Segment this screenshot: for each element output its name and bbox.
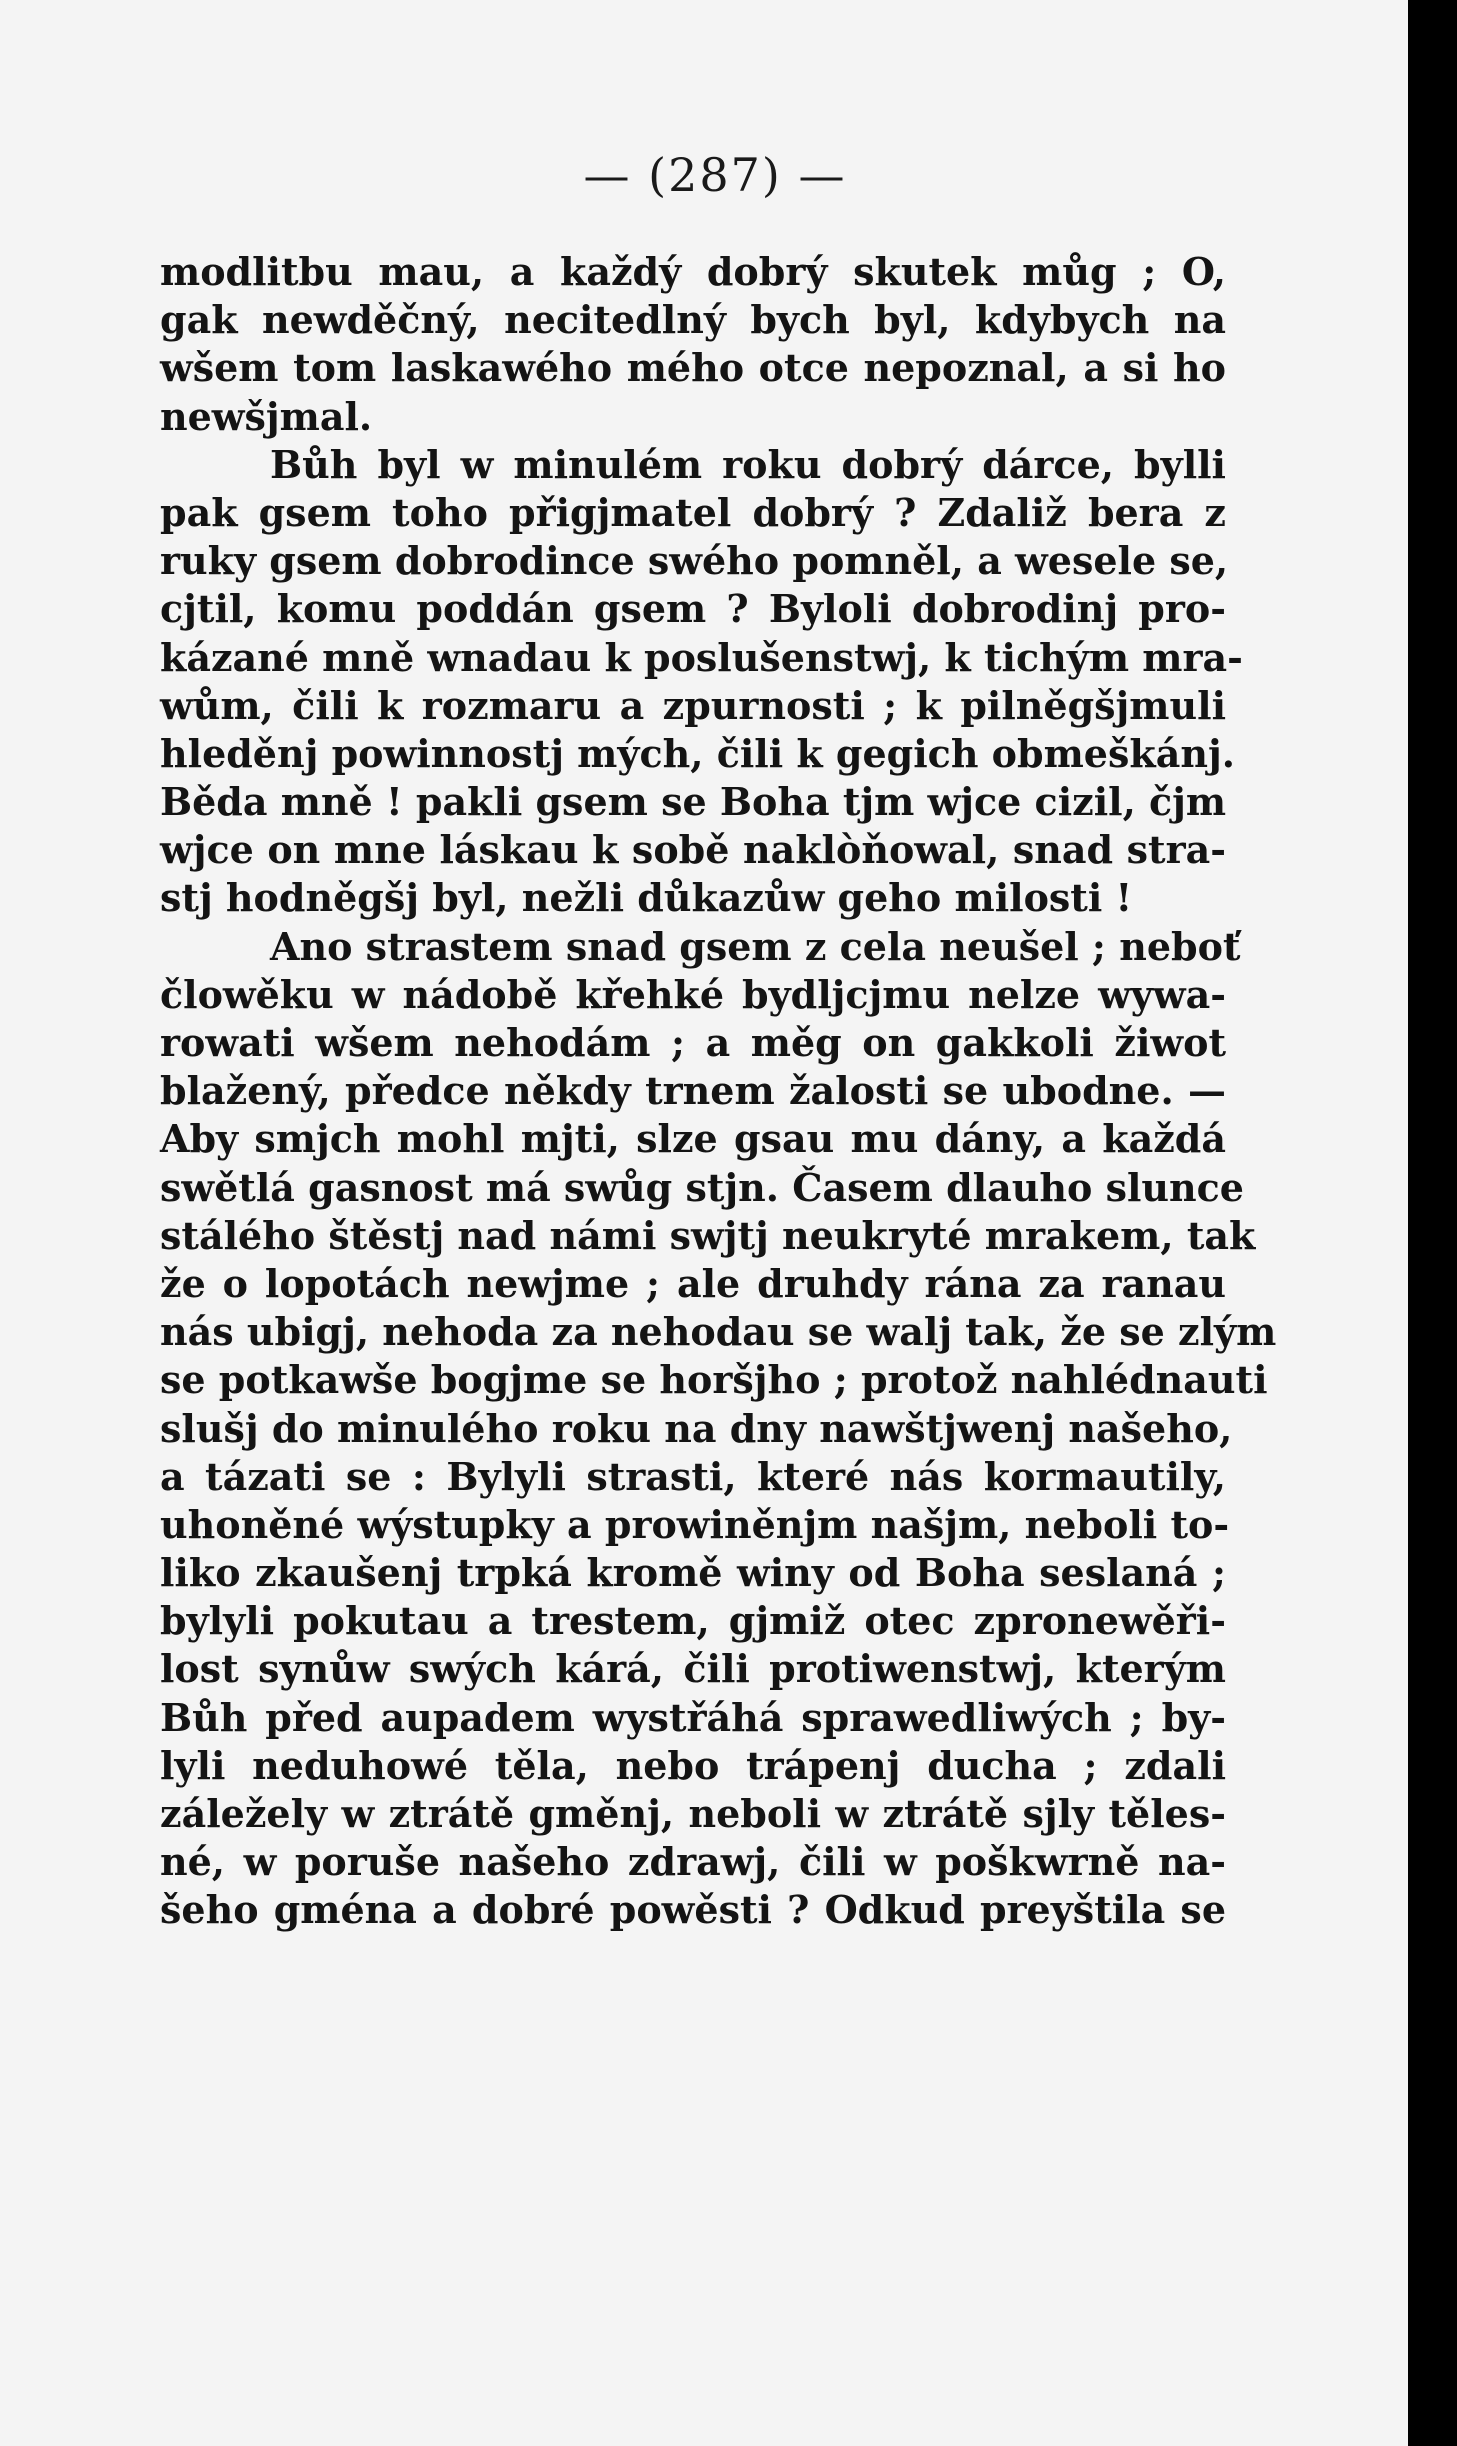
text-line: hleděnj powinnostj mých, čili k gegich obmeškánj.: [160, 730, 1235, 776]
text-line: gak newděčný, necitedlný bych byl, kdybych na: [160, 297, 1226, 343]
text-line: lost synůw swých kárá, čili protiwenstwj, kterým: [160, 1646, 1226, 1692]
text-line: se potkawše bogjme se horšjho ; protož nahlédnauti: [160, 1357, 1268, 1403]
text-line: newšjmal.: [160, 393, 373, 439]
text-line: blažený, předce někdy trnem žalosti se ubodne. —: [160, 1068, 1226, 1114]
text-line: cjtil, komu poddán gsem ? Byloli dobrodinj pro-: [160, 586, 1226, 632]
text-line: wjce on mne láskau k sobě naklòňowal, snad stra-: [160, 827, 1226, 873]
body-text: [160, 248, 1277, 1935]
text-line: kázané mně wnadau k poslušenstwj, k tichým mra-: [160, 634, 1243, 680]
text-line: a tázati se : Bylyli strasti, které nás kormautily,: [160, 1453, 1226, 1499]
text-line: lyli neduhowé těla, nebo trápenj ducha ; zdali: [160, 1742, 1226, 1788]
scan-border: [1408, 0, 1457, 2446]
text-line: bylyli pokutau a trestem, gjmiž otec zpronewěři-: [160, 1598, 1226, 1644]
text-line: člowěku w nádobě křehké bydljcjmu nelze wywa-: [160, 971, 1226, 1017]
text-line: stálého štěstj nad námi swjtj neukryté mrakem, tak: [160, 1212, 1256, 1258]
text-line: swětlá gasnost má swůg stjn. Časem dlauho slunce: [160, 1164, 1244, 1210]
text-line: Bůh před aupadem wystřáhá sprawedliwých ; by-: [160, 1694, 1226, 1740]
text-line: modlitbu mau, a každý dobrý skutek můg ; O,: [160, 249, 1226, 294]
text-line: pak gsem toho přigjmatel dobrý ? Zdaliž bera z: [160, 489, 1226, 535]
text-line: slušj do minulého roku na dny nawštjwenj našeho,: [160, 1405, 1233, 1451]
text-line: rowati wšem nehodám ; a měg on gakkoli žiwot: [160, 1020, 1226, 1065]
text-line: wům, čili k rozmaru a zpurnosti ; k pilněgšjmuli: [160, 682, 1226, 728]
text-line: uhoněné wýstupky a prowiněnjm našjm, neboli to-: [160, 1501, 1230, 1547]
text-line: ruky gsem dobrodince swého pomněl, a wesele se,: [160, 538, 1229, 584]
text-line: šeho gména a dobré powěsti ? Odkud preyštila se: [160, 1887, 1226, 1933]
text-line: né, w poruše našeho zdrawj, čili w poškwrně na-: [160, 1839, 1226, 1885]
text-line: liko zkaušenj trpká kromě winy od Boha seslaná ;: [160, 1550, 1226, 1596]
text-line: stj hodněgšj byl, nežli důkazůw geho milosti !: [160, 875, 1133, 921]
text-line: že o lopotách newjme ; ale druhdy rána za ranau: [160, 1260, 1226, 1306]
text-line: Běda mně ! pakli gsem se Boha tjm wjce cizil, čjm: [160, 779, 1227, 825]
text-line: wšem tom laskawého mého otce nepoznal, a si ho: [160, 345, 1226, 391]
page-number-header: — (287) —: [583, 148, 847, 202]
text-line: Ano strastem snad gsem z cela neušel ; neboť: [270, 923, 1241, 969]
text-line: Aby smjch mohl mjti, slze gsau mu dány, a každá: [160, 1116, 1226, 1162]
text-line: záležely w ztrátě gměnj, neboli w ztrátě sjly těles-: [160, 1791, 1226, 1836]
text-line: Bůh byl w minulém roku dobrý dárce, bylli: [270, 441, 1226, 487]
text-line: nás ubigj, nehoda za nehodau se walj tak, že se zlým: [160, 1309, 1277, 1355]
